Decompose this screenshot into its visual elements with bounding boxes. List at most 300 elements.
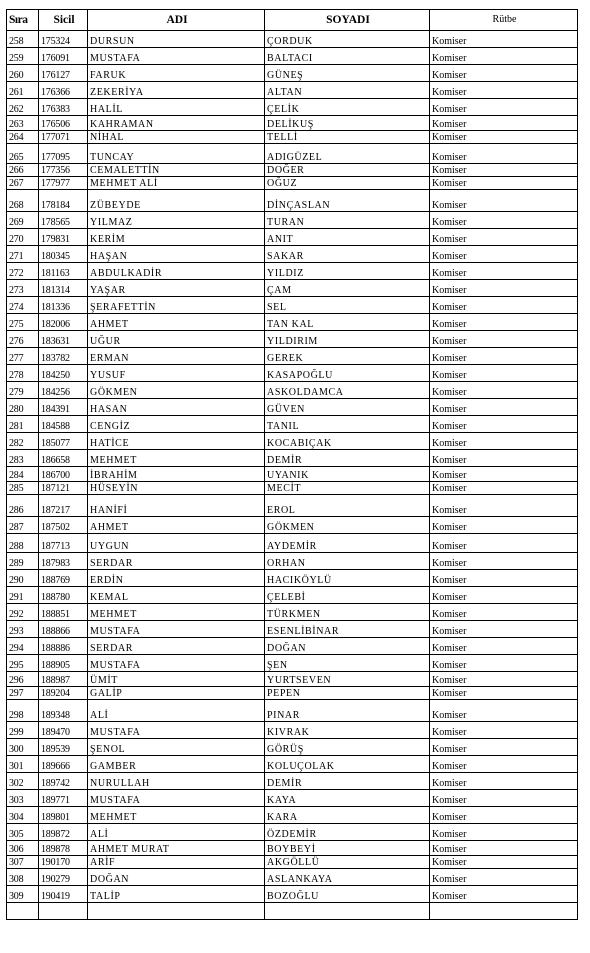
cell-adi: AHMET (88, 517, 265, 534)
cell-rutbe: Komiser (430, 263, 578, 280)
cell-sicil: 188987 (39, 672, 88, 687)
cell-sira: 266 (7, 164, 39, 177)
cell-sicil: 182006 (39, 314, 88, 331)
cell-sicil: 183631 (39, 331, 88, 348)
cell-rutbe: Komiser (430, 773, 578, 790)
cell-rutbe: Komiser (430, 48, 578, 65)
cell-adi: ERDİN (88, 570, 265, 587)
cell-sicil: 181336 (39, 297, 88, 314)
cell-soyadi: GÖKMEN (265, 517, 430, 534)
table-row (7, 672, 578, 687)
cell-adi: DOĞAN (88, 869, 265, 886)
cell-soyadi: YILDIZ (265, 263, 430, 280)
cell-sira: 280 (7, 399, 39, 416)
header-sira: Sıra (7, 10, 39, 31)
cell-sicil: 189204 (39, 687, 88, 700)
cell-soyadi: ÇELEBİ (265, 587, 430, 604)
table-row (7, 280, 578, 297)
cell-sira: 276 (7, 331, 39, 348)
table-row (7, 65, 578, 82)
cell-soyadi: UYANIK (265, 467, 430, 482)
cell-sira: 308 (7, 869, 39, 886)
cell-sira: 281 (7, 416, 39, 433)
cell-soyadi: ÇELİK (265, 99, 430, 116)
cell-soyadi: KOLUÇOLAK (265, 756, 430, 773)
cell-adi: MEHMET (88, 604, 265, 621)
cell-rutbe: Komiser (430, 587, 578, 604)
table-row (7, 190, 578, 212)
cell-rutbe: Komiser (430, 280, 578, 297)
cell-rutbe: Komiser (430, 314, 578, 331)
cell-sicil: 184391 (39, 399, 88, 416)
cell-sicil: 176383 (39, 99, 88, 116)
table-row (7, 722, 578, 739)
cell-sicil: 177071 (39, 131, 88, 144)
cell-adi: YAŞAR (88, 280, 265, 297)
table-body (7, 31, 578, 920)
cell-adi: HANİFİ (88, 495, 265, 517)
table-row (7, 229, 578, 246)
cell-sira: 286 (7, 495, 39, 517)
cell-rutbe: Komiser (430, 790, 578, 807)
cell-sira: 268 (7, 190, 39, 212)
cell-sira: 285 (7, 482, 39, 495)
cell-adi: ZÜBEYDE (88, 190, 265, 212)
cell-sicil: 189666 (39, 756, 88, 773)
cell-sira: 287 (7, 517, 39, 534)
cell-soyadi: ÖZDEMİR (265, 824, 430, 841)
cell-rutbe: Komiser (430, 467, 578, 482)
cell-rutbe: Komiser (430, 856, 578, 869)
table-row (7, 495, 578, 517)
cell-adi: HAŞAN (88, 246, 265, 263)
cell-adi: TALİP (88, 886, 265, 903)
cell-rutbe: Komiser (430, 756, 578, 773)
cell-soyadi: KAYA (265, 790, 430, 807)
cell-adi: YILMAZ (88, 212, 265, 229)
cell-adi: GALİP (88, 687, 265, 700)
cell-sicil: 188866 (39, 621, 88, 638)
cell-adi: MUSTAFA (88, 621, 265, 638)
cell-sira: 272 (7, 263, 39, 280)
cell-sira: 309 (7, 886, 39, 903)
cell-adi: ALİ (88, 824, 265, 841)
cell-sira: 274 (7, 297, 39, 314)
cell-soyadi: DEMİR (265, 450, 430, 467)
empty-cell (39, 903, 88, 920)
cell-rutbe: Komiser (430, 869, 578, 886)
cell-sira: 263 (7, 116, 39, 131)
cell-sicil: 189348 (39, 700, 88, 722)
cell-sira: 278 (7, 365, 39, 382)
cell-sira: 299 (7, 722, 39, 739)
cell-sira: 302 (7, 773, 39, 790)
header-adi: ADI (88, 10, 265, 31)
cell-sira: 296 (7, 672, 39, 687)
cell-soyadi: GEREK (265, 348, 430, 365)
cell-sicil: 190419 (39, 886, 88, 903)
table-row (7, 99, 578, 116)
cell-soyadi: DELİKUŞ (265, 116, 430, 131)
cell-adi: MUSTAFA (88, 655, 265, 672)
cell-soyadi: ADIGÜZEL (265, 144, 430, 164)
cell-sira: 290 (7, 570, 39, 587)
cell-sira: 259 (7, 48, 39, 65)
cell-sicil: 188780 (39, 587, 88, 604)
cell-adi: İBRAHİM (88, 467, 265, 482)
table-row (7, 756, 578, 773)
cell-sicil: 176506 (39, 116, 88, 131)
cell-rutbe: Komiser (430, 246, 578, 263)
cell-sicil: 186658 (39, 450, 88, 467)
cell-adi: ERMAN (88, 348, 265, 365)
cell-rutbe: Komiser (430, 297, 578, 314)
cell-sicil: 178565 (39, 212, 88, 229)
table-row (7, 856, 578, 869)
cell-soyadi: DOĞAN (265, 638, 430, 655)
cell-soyadi: GÖRÜŞ (265, 739, 430, 756)
table-row (7, 824, 578, 841)
cell-soyadi: YILDIRIM (265, 331, 430, 348)
cell-soyadi: ORHAN (265, 553, 430, 570)
cell-sira: 297 (7, 687, 39, 700)
cell-sira: 271 (7, 246, 39, 263)
cell-rutbe: Komiser (430, 399, 578, 416)
cell-sicil: 188905 (39, 655, 88, 672)
cell-soyadi: ŞEN (265, 655, 430, 672)
cell-rutbe: Komiser (430, 824, 578, 841)
cell-sicil: 175324 (39, 31, 88, 48)
empty-cell (88, 903, 265, 920)
cell-rutbe: Komiser (430, 144, 578, 164)
cell-sicil: 188769 (39, 570, 88, 587)
cell-sira: 275 (7, 314, 39, 331)
cell-sira: 304 (7, 807, 39, 824)
cell-sicil: 180345 (39, 246, 88, 263)
table-row (7, 433, 578, 450)
table-row (7, 570, 578, 587)
header-sicil: Sicil (39, 10, 88, 31)
cell-adi: MUSTAFA (88, 790, 265, 807)
cell-rutbe: Komiser (430, 604, 578, 621)
cell-sicil: 181314 (39, 280, 88, 297)
cell-adi: MEHMET ALİ (88, 177, 265, 190)
cell-rutbe: Komiser (430, 99, 578, 116)
cell-sira: 295 (7, 655, 39, 672)
cell-sicil: 189801 (39, 807, 88, 824)
cell-adi: YUSUF (88, 365, 265, 382)
cell-rutbe: Komiser (430, 722, 578, 739)
cell-sicil: 178184 (39, 190, 88, 212)
cell-sicil: 189742 (39, 773, 88, 790)
cell-sicil: 188851 (39, 604, 88, 621)
cell-rutbe: Komiser (430, 638, 578, 655)
cell-rutbe: Komiser (430, 65, 578, 82)
table-row (7, 297, 578, 314)
table-row (7, 131, 578, 144)
cell-adi: AHMET (88, 314, 265, 331)
cell-rutbe: Komiser (430, 482, 578, 495)
table-row (7, 482, 578, 495)
cell-adi: SERDAR (88, 553, 265, 570)
cell-adi: HALİL (88, 99, 265, 116)
cell-sicil: 187983 (39, 553, 88, 570)
cell-sicil: 187121 (39, 482, 88, 495)
cell-sicil: 183782 (39, 348, 88, 365)
cell-soyadi: AYDEMİR (265, 534, 430, 553)
cell-sira: 303 (7, 790, 39, 807)
cell-rutbe: Komiser (430, 495, 578, 517)
cell-sira: 289 (7, 553, 39, 570)
cell-rutbe: Komiser (430, 31, 578, 48)
cell-soyadi: YURTSEVEN (265, 672, 430, 687)
cell-sicil: 176091 (39, 48, 88, 65)
table-header-row (7, 10, 578, 31)
header-rutbe: Rütbe (430, 10, 578, 31)
cell-adi: SERDAR (88, 638, 265, 655)
cell-sira: 294 (7, 638, 39, 655)
cell-rutbe: Komiser (430, 570, 578, 587)
cell-rutbe: Komiser (430, 131, 578, 144)
cell-sira: 265 (7, 144, 39, 164)
cell-soyadi: ESENLİBİNAR (265, 621, 430, 638)
cell-adi: NURULLAH (88, 773, 265, 790)
cell-soyadi: HACIKÖYLÜ (265, 570, 430, 587)
cell-adi: DURSUN (88, 31, 265, 48)
cell-sicil: 187502 (39, 517, 88, 534)
cell-sira: 305 (7, 824, 39, 841)
empty-cell (430, 903, 578, 920)
table-row (7, 869, 578, 886)
cell-rutbe: Komiser (430, 739, 578, 756)
table-row (7, 164, 578, 177)
cell-sicil: 189470 (39, 722, 88, 739)
cell-sira: 292 (7, 604, 39, 621)
personnel-table (6, 9, 578, 920)
cell-sicil: 176127 (39, 65, 88, 82)
cell-sicil: 177977 (39, 177, 88, 190)
cell-soyadi: BOZOĞLU (265, 886, 430, 903)
cell-sira: 283 (7, 450, 39, 467)
cell-sicil: 188886 (39, 638, 88, 655)
cell-sira: 260 (7, 65, 39, 82)
cell-soyadi: SAKAR (265, 246, 430, 263)
cell-sicil: 189771 (39, 790, 88, 807)
cell-sira: 270 (7, 229, 39, 246)
cell-sira: 300 (7, 739, 39, 756)
cell-adi: KAHRAMAN (88, 116, 265, 131)
cell-sira: 262 (7, 99, 39, 116)
cell-sicil: 176366 (39, 82, 88, 99)
cell-soyadi: KASAPOĞLU (265, 365, 430, 382)
cell-adi: HATİCE (88, 433, 265, 450)
cell-rutbe: Komiser (430, 700, 578, 722)
table-row (7, 587, 578, 604)
cell-soyadi: SEL (265, 297, 430, 314)
cell-sicil: 177095 (39, 144, 88, 164)
table-row (7, 263, 578, 280)
cell-sicil: 189878 (39, 841, 88, 856)
cell-sira: 306 (7, 841, 39, 856)
cell-soyadi: BOYBEYİ (265, 841, 430, 856)
cell-rutbe: Komiser (430, 886, 578, 903)
cell-adi: ALİ (88, 700, 265, 722)
empty-cell (7, 903, 39, 920)
table-row (7, 450, 578, 467)
cell-sicil: 184250 (39, 365, 88, 382)
cell-adi: UĞUR (88, 331, 265, 348)
cell-sicil: 177356 (39, 164, 88, 177)
cell-soyadi: PINAR (265, 700, 430, 722)
cell-adi: ŞENOL (88, 739, 265, 756)
cell-rutbe: Komiser (430, 687, 578, 700)
cell-soyadi: ÇAM (265, 280, 430, 297)
cell-sicil: 186700 (39, 467, 88, 482)
cell-soyadi: BALTACI (265, 48, 430, 65)
empty-cell (265, 903, 430, 920)
cell-soyadi: GÜNEŞ (265, 65, 430, 82)
cell-sira: 293 (7, 621, 39, 638)
table-row (7, 886, 578, 903)
cell-soyadi: TAN KAL (265, 314, 430, 331)
table-row (7, 82, 578, 99)
table-row (7, 534, 578, 553)
cell-sira: 264 (7, 131, 39, 144)
table-row (7, 331, 578, 348)
cell-soyadi: KOCABIÇAK (265, 433, 430, 450)
cell-rutbe: Komiser (430, 229, 578, 246)
cell-adi: NİHAL (88, 131, 265, 144)
cell-soyadi: ALTAN (265, 82, 430, 99)
cell-sira: 261 (7, 82, 39, 99)
cell-rutbe: Komiser (430, 177, 578, 190)
cell-soyadi: TANIL (265, 416, 430, 433)
cell-soyadi: PEPEN (265, 687, 430, 700)
cell-soyadi: EROL (265, 495, 430, 517)
cell-rutbe: Komiser (430, 433, 578, 450)
table-row (7, 116, 578, 131)
cell-adi: MUSTAFA (88, 722, 265, 739)
cell-sira: 282 (7, 433, 39, 450)
cell-soyadi: TELLİ (265, 131, 430, 144)
table-row (7, 621, 578, 638)
header-soyadi: SOYADI (265, 10, 430, 31)
cell-sira: 288 (7, 534, 39, 553)
cell-soyadi: TÜRKMEN (265, 604, 430, 621)
table-row (7, 348, 578, 365)
cell-adi: ARİF (88, 856, 265, 869)
cell-adi: MEHMET (88, 450, 265, 467)
table-row (7, 553, 578, 570)
cell-soyadi: TURAN (265, 212, 430, 229)
cell-soyadi: AKGÖLLÜ (265, 856, 430, 869)
cell-adi: KEMAL (88, 587, 265, 604)
cell-rutbe: Komiser (430, 416, 578, 433)
cell-sicil: 184588 (39, 416, 88, 433)
table-row (7, 655, 578, 672)
cell-rutbe: Komiser (430, 621, 578, 638)
table-row (7, 48, 578, 65)
table-row (7, 687, 578, 700)
cell-adi: GAMBER (88, 756, 265, 773)
cell-soyadi: MECİT (265, 482, 430, 495)
cell-soyadi: DEMİR (265, 773, 430, 790)
cell-rutbe: Komiser (430, 807, 578, 824)
cell-adi: CENGİZ (88, 416, 265, 433)
cell-adi: MUSTAFA (88, 48, 265, 65)
cell-rutbe: Komiser (430, 517, 578, 534)
cell-sira: 258 (7, 31, 39, 48)
cell-soyadi: DOĞER (265, 164, 430, 177)
cell-adi: CEMALETTİN (88, 164, 265, 177)
cell-rutbe: Komiser (430, 331, 578, 348)
cell-sicil: 189872 (39, 824, 88, 841)
cell-soyadi: ASKOLDAMCA (265, 382, 430, 399)
table-row (7, 212, 578, 229)
cell-soyadi: DİNÇASLAN (265, 190, 430, 212)
cell-sicil: 189539 (39, 739, 88, 756)
cell-rutbe: Komiser (430, 534, 578, 553)
table-row (7, 416, 578, 433)
cell-sira: 301 (7, 756, 39, 773)
table-row (7, 841, 578, 856)
cell-sicil: 181163 (39, 263, 88, 280)
cell-sicil: 179831 (39, 229, 88, 246)
cell-soyadi: KARA (265, 807, 430, 824)
cell-adi: TUNCAY (88, 144, 265, 164)
table-row (7, 467, 578, 482)
cell-adi: HÜSEYİN (88, 482, 265, 495)
cell-adi: GÖKMEN (88, 382, 265, 399)
cell-sicil: 190279 (39, 869, 88, 886)
table-row (7, 314, 578, 331)
cell-adi: ZEKERİYA (88, 82, 265, 99)
cell-sira: 307 (7, 856, 39, 869)
cell-sicil: 187713 (39, 534, 88, 553)
cell-rutbe: Komiser (430, 382, 578, 399)
table-row (7, 807, 578, 824)
cell-adi: ABDULKADİR (88, 263, 265, 280)
table-row (7, 604, 578, 621)
cell-soyadi: KIVRAK (265, 722, 430, 739)
cell-rutbe: Komiser (430, 190, 578, 212)
table-row (7, 517, 578, 534)
cell-soyadi: ANIT (265, 229, 430, 246)
cell-soyadi: GÜVEN (265, 399, 430, 416)
cell-soyadi: ASLANKAYA (265, 869, 430, 886)
table-row (7, 773, 578, 790)
cell-rutbe: Komiser (430, 164, 578, 177)
cell-adi: MEHMET (88, 807, 265, 824)
cell-sira: 298 (7, 700, 39, 722)
table-row (7, 399, 578, 416)
cell-rutbe: Komiser (430, 212, 578, 229)
table-row (7, 31, 578, 48)
cell-sicil: 184256 (39, 382, 88, 399)
table-row (7, 246, 578, 263)
cell-rutbe: Komiser (430, 82, 578, 99)
cell-adi: FARUK (88, 65, 265, 82)
table-footer-spacer (7, 903, 578, 920)
cell-sicil: 185077 (39, 433, 88, 450)
table-row (7, 177, 578, 190)
table-row (7, 638, 578, 655)
cell-rutbe: Komiser (430, 841, 578, 856)
cell-sicil: 190170 (39, 856, 88, 869)
table-row (7, 700, 578, 722)
cell-sira: 277 (7, 348, 39, 365)
cell-sira: 273 (7, 280, 39, 297)
